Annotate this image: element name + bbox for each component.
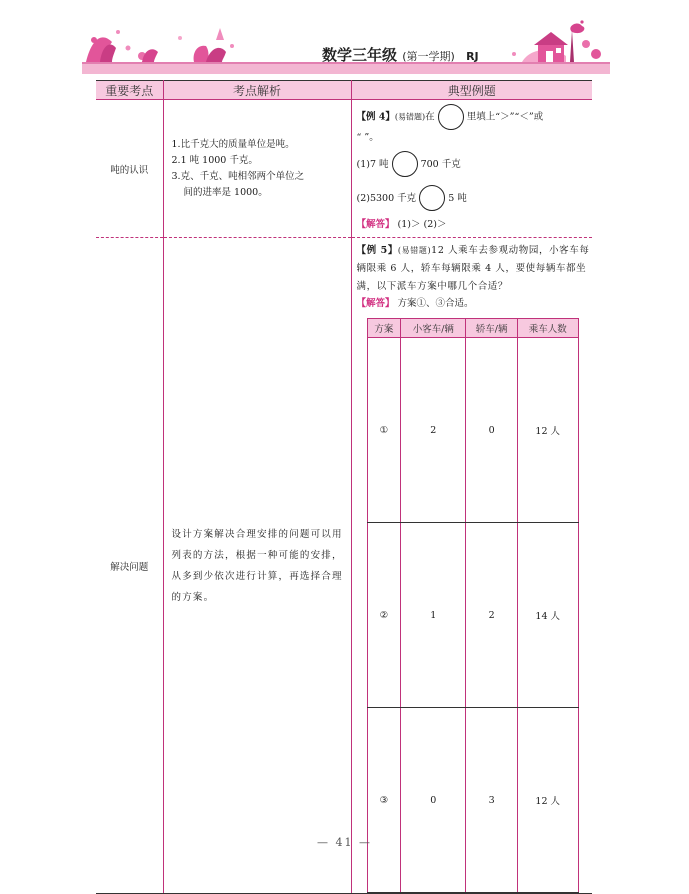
blank-circle[interactable] xyxy=(419,185,445,211)
header-title xyxy=(322,44,532,66)
table-header-row xyxy=(96,81,592,100)
answer-tag: 【解答】 xyxy=(356,298,395,309)
answer-tag: 【解答】 xyxy=(356,218,395,230)
analysis-line: 1.比千克大的质量单位是吨。 xyxy=(171,138,295,150)
plan-cell: 0 xyxy=(466,338,518,523)
plan-cell: 12 人 xyxy=(517,338,578,523)
header-key-point: 重要考点 xyxy=(96,81,163,100)
plan-cell: 0 xyxy=(401,708,466,893)
blank-circle[interactable] xyxy=(438,104,464,130)
key-points-table xyxy=(96,80,592,894)
plan-cell: 14 人 xyxy=(517,523,578,708)
plan-header-row xyxy=(367,319,578,338)
plan-cell: 2 xyxy=(401,338,466,523)
page-number: — 41 — xyxy=(317,836,372,849)
question-2: (2)5300 千克 xyxy=(356,192,417,204)
header-analysis: 考点解析 xyxy=(163,81,351,100)
example-tag: 【例 5】 xyxy=(356,245,398,256)
question-1: (1)7 吨 xyxy=(356,158,389,170)
example-4 xyxy=(357,104,593,233)
table-row xyxy=(367,708,578,893)
prompt-text: “ ”。 xyxy=(356,131,379,143)
answer-text: (1)＞ (2)＞ xyxy=(397,218,447,230)
analysis-cell xyxy=(163,100,351,238)
example-text: 12 人乘车去参观动物园，小客车每辆限乘 6 人，轿车每辆限乘 4 人，要使每辆车都坐满，以下派车方案中哪几个合适？ xyxy=(356,245,590,292)
prompt-text: 在 xyxy=(425,111,435,123)
analysis-line: 3.克、千克、吨相邻两个单位之 xyxy=(171,170,305,182)
header-examples: 典型例题 xyxy=(351,81,592,100)
example-cell xyxy=(351,238,592,894)
plan-cell: ③ xyxy=(367,708,401,893)
plan-cell: ② xyxy=(367,523,401,708)
question-1-unit: 700 千克 xyxy=(420,158,461,170)
plan-header: 小客车/辆 xyxy=(401,319,466,338)
question-2-unit: 5 吨 xyxy=(448,192,467,204)
table-row xyxy=(367,523,578,708)
blank-circle[interactable] xyxy=(392,151,418,177)
plan-header: 轿车/辆 xyxy=(466,319,518,338)
plan-table xyxy=(367,318,579,893)
prompt-text: 里填上“＞”“＜”或 xyxy=(466,111,544,123)
analysis-line: 2.1 吨 1000 千克。 xyxy=(171,154,258,166)
semester-label: (第一学期) xyxy=(402,50,455,63)
plan-cell: 3 xyxy=(466,708,518,893)
table-row xyxy=(96,100,592,238)
page-header xyxy=(82,18,610,76)
analysis-text: 设计方案解决合理安排的问题可以用列表的方法，根据一种可能的安排，从多到少依次进行计算，再选择合理的方案。 xyxy=(171,528,343,603)
answer-text: 方案①、③合适。 xyxy=(397,298,474,309)
example-cell xyxy=(351,100,592,238)
table-row xyxy=(367,338,578,523)
plan-header: 方案 xyxy=(367,319,401,338)
example-5 xyxy=(357,242,593,893)
plan-header: 乘车人数 xyxy=(517,319,578,338)
plan-cell: 12 人 xyxy=(517,708,578,893)
edition-label: RJ xyxy=(466,50,479,63)
plan-cell: ① xyxy=(367,338,401,523)
difficulty-label: (易错题) xyxy=(394,112,426,122)
analysis-line: 间的进率是 1000。 xyxy=(183,186,268,198)
topic-cell: 吨的认识 xyxy=(96,100,163,238)
analysis-cell xyxy=(163,238,351,894)
table-row xyxy=(96,238,592,894)
plan-cell: 2 xyxy=(466,523,518,708)
plan-cell: 1 xyxy=(401,523,466,708)
example-tag: 【例 4】 xyxy=(356,111,395,123)
topic-cell: 解决问题 xyxy=(96,238,163,894)
difficulty-label: (易错题) xyxy=(397,246,432,255)
book-title: 数学三年级 xyxy=(322,46,398,64)
